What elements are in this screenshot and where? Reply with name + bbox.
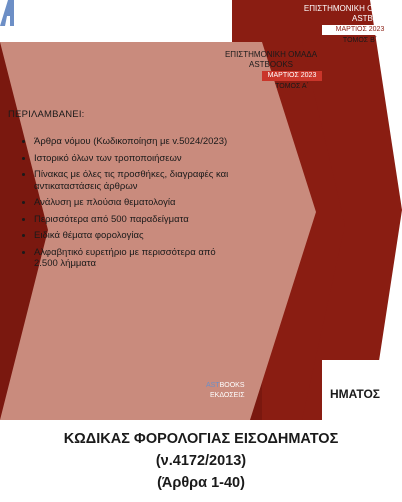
back-book-volume: ΤΟΜΟΣ Β΄ xyxy=(342,37,378,44)
features-list xyxy=(20,136,230,275)
front-book-volume: ΤΟΜΟΣ Α΄ xyxy=(275,83,309,90)
back-book-date: ΜΑΡΤΙΟΣ 2023 xyxy=(322,25,398,35)
spine-title-fragment: ΗΜΑΤΟΣ xyxy=(330,387,380,401)
feature-item: Ανάλυση με πλούσια θεματολογία xyxy=(20,197,230,209)
front-book-org-line2: ASTBOOKS xyxy=(248,60,293,69)
front-book-date: ΜΑΡΤΙΟΣ 2023 xyxy=(262,71,322,81)
feature-item: Ιστορικό όλων των τροποποιήσεων xyxy=(20,153,230,165)
front-book-org xyxy=(222,50,320,70)
logo-publisher: ΕΚΔΟΣΕΙΣ xyxy=(210,392,245,399)
front-book-org-line1: ΕΠΙΣΤΗΜΟΝΙΚΗ ΟΜΑΔΑ xyxy=(224,50,318,59)
feature-item: Περισσότερα από 500 παραδείγματα xyxy=(20,214,230,226)
logo-brand-name xyxy=(206,382,245,389)
articles-range: (Άρθρα 1-40) xyxy=(157,475,245,491)
back-book-org-line2: ASTBOOKS xyxy=(351,14,396,23)
feature-item: Ειδικά θέματα φορολογίας xyxy=(20,230,230,242)
back-book-org xyxy=(296,4,396,24)
astbooks-logo-icon xyxy=(0,0,28,26)
feature-item: Αλφαβητικό ευρετήριο με περισσότερα από 2.500 λήμματα xyxy=(20,247,230,270)
feature-item: Άρθρα νόμου (Κωδικοποίηση με v.5024/2023) xyxy=(20,136,230,148)
logo-brand-books: BOOKS xyxy=(219,382,245,389)
back-book-org-line1: ΕΠΙΣΤΗΜΟΝΙΚΗ ΟΜΑΔΑ xyxy=(303,4,396,13)
feature-item: Πίνακας με όλες τις προσθήκες, διαγραφές και αντικαταστάσεις άρθρων xyxy=(20,169,230,192)
logo-brand-ast: AST xyxy=(206,382,220,389)
includes-heading: ΠΕΡΙΛΑΜΒΑΝΕΙ: xyxy=(8,109,85,120)
law-reference: (ν.4172/2013) xyxy=(155,453,247,469)
book-title: ΚΩΔΙΚΑΣ ΦΟΡΟΛΟΓΙΑΣ ΕΙΣΟΔΗΜΑΤΟΣ xyxy=(63,431,339,447)
